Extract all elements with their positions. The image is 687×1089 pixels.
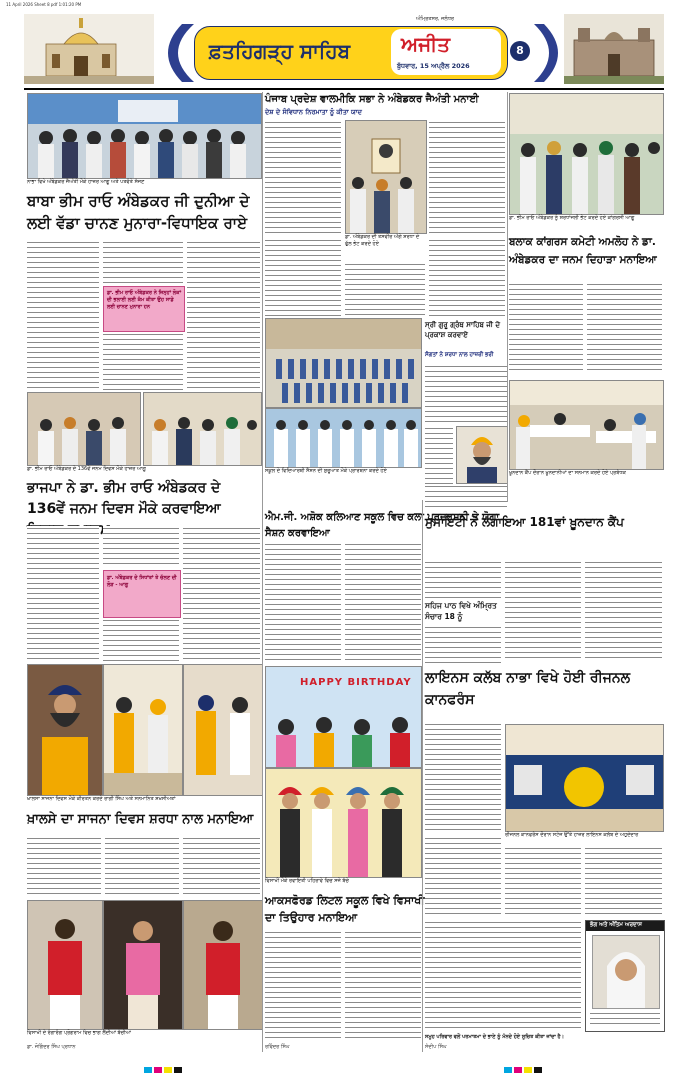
khalsa-caption: ਖ਼ਾਲਸਾ ਸਾਜਨਾ ਦਿਵਸ ਮੌਕੇ ਕੀਰਤਨ ਕਰਦੇ ਰਾਗੀ ਸਿੰਘ ਅਤੇ ਸਨਮਾਨਿਤ ਸ਼ਖ਼ਸੀਅਤਾਂ: [27, 796, 176, 802]
sahaj-path-body: [425, 630, 501, 664]
bjp-body-col2b: [103, 618, 179, 662]
bjp-headline: ਭਾਜਪਾ ਨੇ ਡਾ. ਭੀਮ ਰਾਓ ਅੰਬੇਡਕਰ ਦੇ 136ਵੇਂ ਜਨਮ ਦਿਵਸ ਮੌਕੇ ਕਰਵਾਇਆ: [27, 480, 221, 517]
blood-camp-headline: ਸੁਸਾਇਟੀ ਨੇ ਲਗਾਇਆ 181ਵਾਂ ਖ਼ੂਨਦਾਨ ਕੈਂਪ: [425, 515, 624, 529]
vaisakhi-photo: [265, 768, 422, 878]
paper-logo-box: [391, 29, 501, 75]
ambedkar-pull-quote: [103, 286, 185, 332]
section-title-block: [194, 26, 508, 80]
valmiki-body-col1: [265, 120, 341, 234]
bjp-photo-right: [143, 392, 262, 466]
valmiki-body-col2b: [345, 262, 425, 316]
byline: ਰਵਿੰਦਰ ਸਿੰਘ: [265, 1044, 290, 1050]
gurdwara-body: [425, 364, 507, 424]
khalsa-photo-1: [27, 664, 103, 796]
valmiki-headline: ਪੰਜਾਬ ਪ੍ਰਦੇਸ਼ ਵਾਲਮੀਕਿ ਸਭਾ ਨੇ ਅੰਬੇਡਕਰ ਜੈਅੰਤੀ ਮਨਾਈ: [265, 94, 479, 105]
obituary-photo: [592, 935, 660, 1009]
khalsa-body-col1: [27, 836, 101, 898]
kids-photo-1: [27, 900, 103, 1030]
lions-body-col1b: [425, 836, 501, 918]
blood-camp-caption: ਖ਼ੂਨਦਾਨ ਕੈਂਪ ਦੌਰਾਨ ਖ਼ੂਨਦਾਨੀਆਂ ਦਾ ਸਨਮਾਨ ਕਰਦੇ ਹੋਏ ਪ੍ਰਬੰਧਕ: [509, 470, 626, 476]
lions-body-col3: [585, 846, 662, 918]
obituary-footer: ਸਮੂਹ ਪਰਿਵਾਰ ਵਲੋਂ ਪਰਮਾਤਮਾ ਦੇ ਭਾਣੇ ਨੂੰ ਮੰਨਦੇ ਹੋਏ ਸੂਚਿਤ ਕੀਤਾ ਜਾਂਦਾ ਹੈ।: [425, 1034, 564, 1040]
gurdwara-portrait: [456, 426, 508, 484]
school-headline: ਐਮ.ਜੀ. ਅਸ਼ੋਕ ਕਲਿਆਣ ਸਕੂਲ ਵਿਚ ਕਲਾ ਪ੍ਰਦਰਸ਼ਨੀ ਤੇ ਯੋਗਾ ਸੈਸ਼ਨ ਕਰਵਾਇਆ: [265, 512, 500, 539]
reporter-name-1: ਡਾ. ਜੋਗਿੰਦਰ ਸਿੰਘ ਪ੍ਰਧਾਨ: [27, 1044, 76, 1050]
ambedkar-headline: ਬਾਬਾ ਭੀਮ ਰਾਓ ਅੰਬੇਡਕਰ ਜੀ ਦੁਨੀਆ ਦੇ ਲਈ ਵੱਡਾ ਚਾਨਣ ਮੁਨਾਰਾ-ਵਿਧਾਇਕ ਰਾਏ: [27, 192, 250, 232]
congress-caption: ਡਾ. ਭੀਮ ਰਾਓ ਅੰਬੇਡਕਰ ਨੂੰ ਸ਼ਰਧਾਂਜਲੀ ਭੇਟ ਕਰਦੇ ਹੋਏ ਕਾਂਗਰਸੀ ਆਗੂ: [509, 215, 635, 221]
page-number-badge: [510, 41, 530, 61]
gurdwara-headline: ਸ੍ਰੀ ਗੁਰੂ ਗ੍ਰੰਥ ਸਾਹਿਬ ਜੀ ਦੇ ਪ੍ਰਕਾਸ਼ ਕਰਵਾਏ: [425, 321, 501, 340]
obituary-title-bar: [586, 921, 664, 931]
bjp-pull-quote-text: ਡਾ. ਅੰਬੇਡਕਰ ਦੇ ਸਿਧਾਂਤਾਂ ਤੇ ਚੱਲਣ ਦੀ ਲੋੜ - ਆਗੂ: [107, 575, 177, 588]
fort-illustration: [564, 14, 664, 84]
khalsa-photo-3: [183, 664, 263, 796]
lions-photo: [505, 724, 664, 832]
bjp-body-col1: [27, 526, 99, 662]
registration-bar: [24, 1058, 664, 1064]
date-line: ਬੁੱਧਵਾਰ, 15 ਅਪ੍ਰੈਲ 2026: [397, 62, 470, 70]
ambedkar-photo-caption: ਨਾਭਾ ਵਿਖੇ ਅੰਬੇਡਕਰ ਜੈਅੰਤੀ ਮੌਕੇ ਹਾਜ਼ਰ ਆਗੂ ਅਤੇ ਪਤਵੰਤੇ ਸੱਜਣ: [27, 179, 145, 185]
valmiki-body-col3: [429, 120, 505, 234]
congress-headline: ਬਲਾਕ ਕਾਂਗਰਸ ਕਮੇਟੀ ਅਮਲੋਹ ਨੇ ਡਾ. ਅੰਬੇਡਕਰ ਦਾ ਜਨਮ ਦਿਹਾੜਾ ਮਨਾਇਆ: [509, 236, 657, 266]
reporter-name-2: ਸੰਦੀਪ ਸਿੰਘ: [425, 1044, 447, 1050]
obituary-side-text: [425, 920, 581, 1030]
ambedkar-body-col2: [103, 240, 183, 284]
congress-body-col1: [509, 282, 583, 374]
lions-caption: ਰੀਜਨਲ ਕਾਨਫਰੰਸ ਦੌਰਾਨ ਸਟੇਜ ਉੱਤੇ ਹਾਜ਼ਰ ਲਾਇਨਸ ਕਲੱਬ ਦੇ ਅਹੁਦੇਦਾਰ: [505, 832, 639, 838]
ambedkar-body-col1: [27, 240, 99, 390]
khalsa-body-col2: [105, 836, 179, 898]
lions-body-col2: [505, 846, 581, 918]
valmiki-subhead: ਦੇਸ਼ ਦੇ ਸੰਵਿਧਾਨ ਨਿਰਮਾਤਾ ਨੂੰ ਕੀਤਾ ਯਾਦ: [265, 108, 362, 116]
bjp-body-col2: [103, 526, 179, 568]
ambedkar-body-col2b: [103, 332, 183, 390]
ambedkar-body-col3: [187, 240, 260, 390]
khalsa-body-col3: [183, 836, 260, 898]
valmiki-caption: ਡਾ. ਅੰਬੇਡਕਰ ਦੀ ਤਸਵੀਰ ਅੱਗੇ ਸ਼ਰਧਾ ਦੇ ਫੁੱਲ ਭੇਟ ਕਰਦੇ ਹੋਏ: [345, 234, 420, 247]
school-body-col1: [265, 542, 341, 662]
vaisakhi-headline: ਆਕਸਫੋਰਡ ਲਿਟਲ ਸਕੂਲ ਵਿਖੇ ਵਿਸਾਖੀ ਦਾ ਤਿਉਹਾਰ ਮਨਾਇਆ: [265, 894, 425, 925]
paper-name: ਅਜੀਤ: [401, 32, 451, 56]
congress-photo: [509, 93, 664, 215]
khalsa-headline: ਖ਼ਾਲਸੇ ਦਾ ਸਾਜਨਾ ਦਿਵਸ ਸ਼ਰਧਾ ਨਾਲ ਮਨਾਇਆ: [27, 812, 254, 827]
pull-quote-text: ਡਾ. ਭੀਮ ਰਾਓ ਅੰਬੇਡਕਰ ਨੇ ਜਿਨ੍ਹਾਂ ਲੋਕਾਂ ਦੀ ਭਲਾਈ ਲਈ ਕੰਮ ਕੀਤਾ ਉਹ ਸਾਡੇ ਲਈ ਚਾਨਣ ਮੁਨਾਰਾ ਹਨ: [107, 290, 181, 310]
obituary-box: [585, 920, 665, 1032]
page-number: 8: [516, 44, 524, 57]
print-meta: 11 April 2026 Sheet 8 pdf 1:01:20 PM: [6, 2, 82, 7]
valmiki-body-col3b: [429, 238, 505, 316]
blood-camp-photo: [509, 380, 664, 470]
school-photo-assembly: [265, 318, 422, 408]
bjp-body-col3: [183, 526, 260, 662]
vaisakhi-body-col1: [265, 930, 341, 1040]
bjp-photo-left: [27, 392, 141, 466]
happy-birthday-banner: HAPPY BIRTHDAY: [300, 677, 412, 688]
blood-camp-body-col3: [585, 560, 662, 662]
edition-line: ਅੰਮ੍ਰਿਤਸਰ, ਜਲੰਧਰ: [416, 16, 455, 22]
bjp-pull-quote: [103, 570, 181, 618]
section-title: ਫ਼ਤਹਿਗੜ੍ਹ ਸਾਹਿਬ: [209, 39, 351, 63]
bjp-photo-caption: ਡਾ. ਭੀਮ ਰਾਓ ਅੰਬੇਡਕਰ ਦੇ 136ਵੇਂ ਜਨਮ ਦਿਵਸ ਮੌਕੇ ਹਾਜ਼ਰ ਆਗੂ: [27, 466, 146, 472]
gurdwara-body-c: [425, 484, 507, 508]
school-body-col2: [345, 542, 421, 662]
vaisakhi-caption: ਵਿਸਾਖੀ ਮੌਕੇ ਰਵਾਇਤੀ ਪਹਿਰਾਵੇ ਵਿਚ ਸਜੇ ਬੱਚੇ: [265, 878, 349, 884]
valmiki-photo: [345, 120, 427, 234]
masthead: [24, 14, 664, 86]
kids-photo-3: [183, 900, 263, 1030]
sahaj-path-headline: ਸਹਿਜ ਪਾਠ ਵਿਖੇ ਅੰਮ੍ਰਿਤ ਸੰਚਾਰ 18 ਨੂੰ: [425, 600, 501, 623]
lions-headline: ਲਾਇਨਸ ਕਲੱਬ ਨਾਭਾ ਵਿਖੇ ਹੋਈ ਰੀਜਨਲ ਕਾਨਫਰੰਸ: [425, 670, 631, 708]
obituary-title: ਭੋਗ ਅਤੇ ਅੰਤਿਮ ਅਰਦਾਸ: [590, 922, 642, 928]
school-caption: ਸਕੂਲ ਦੇ ਵਿਦਿਆਰਥੀ ਸੈਸ਼ਨ ਦੀ ਸ਼ੁਰੂਆਤ ਮੌਕੇ ਪ੍ਰਾਰਥਨਾ ਕਰਦੇ ਹੋਏ: [265, 468, 387, 474]
gurdwara-subhead: ਸੰਗਤਾਂ ਨੇ ਸ਼ਰਧਾ ਨਾਲ ਹਾਜ਼ਰੀ ਭਰੀ: [425, 352, 494, 358]
obituary-text: [590, 1011, 660, 1027]
lions-body-col1: [425, 722, 501, 832]
vaisakhi-body-col2: [345, 930, 421, 1040]
kids-caption: ਵਿਸਾਖੀ ਦੇ ਰੰਗਾਰੰਗ ਪ੍ਰੋਗਰਾਮ ਵਿਚ ਭਾਗ ਲੈਂਦੀਆਂ ਬੱਚੀਆਂ: [27, 1030, 132, 1036]
khalsa-photo-2: [103, 664, 183, 796]
congress-body-col2: [587, 282, 662, 374]
blood-camp-body-col2: [505, 560, 581, 662]
ambedkar-group-photo: [27, 93, 262, 179]
kids-photo-2: [103, 900, 183, 1030]
happy-birthday-photo: [265, 666, 422, 768]
school-photo-girls: [265, 408, 422, 468]
gurdwara-illustration: [24, 14, 154, 84]
valmiki-body-col1b: [265, 238, 341, 316]
